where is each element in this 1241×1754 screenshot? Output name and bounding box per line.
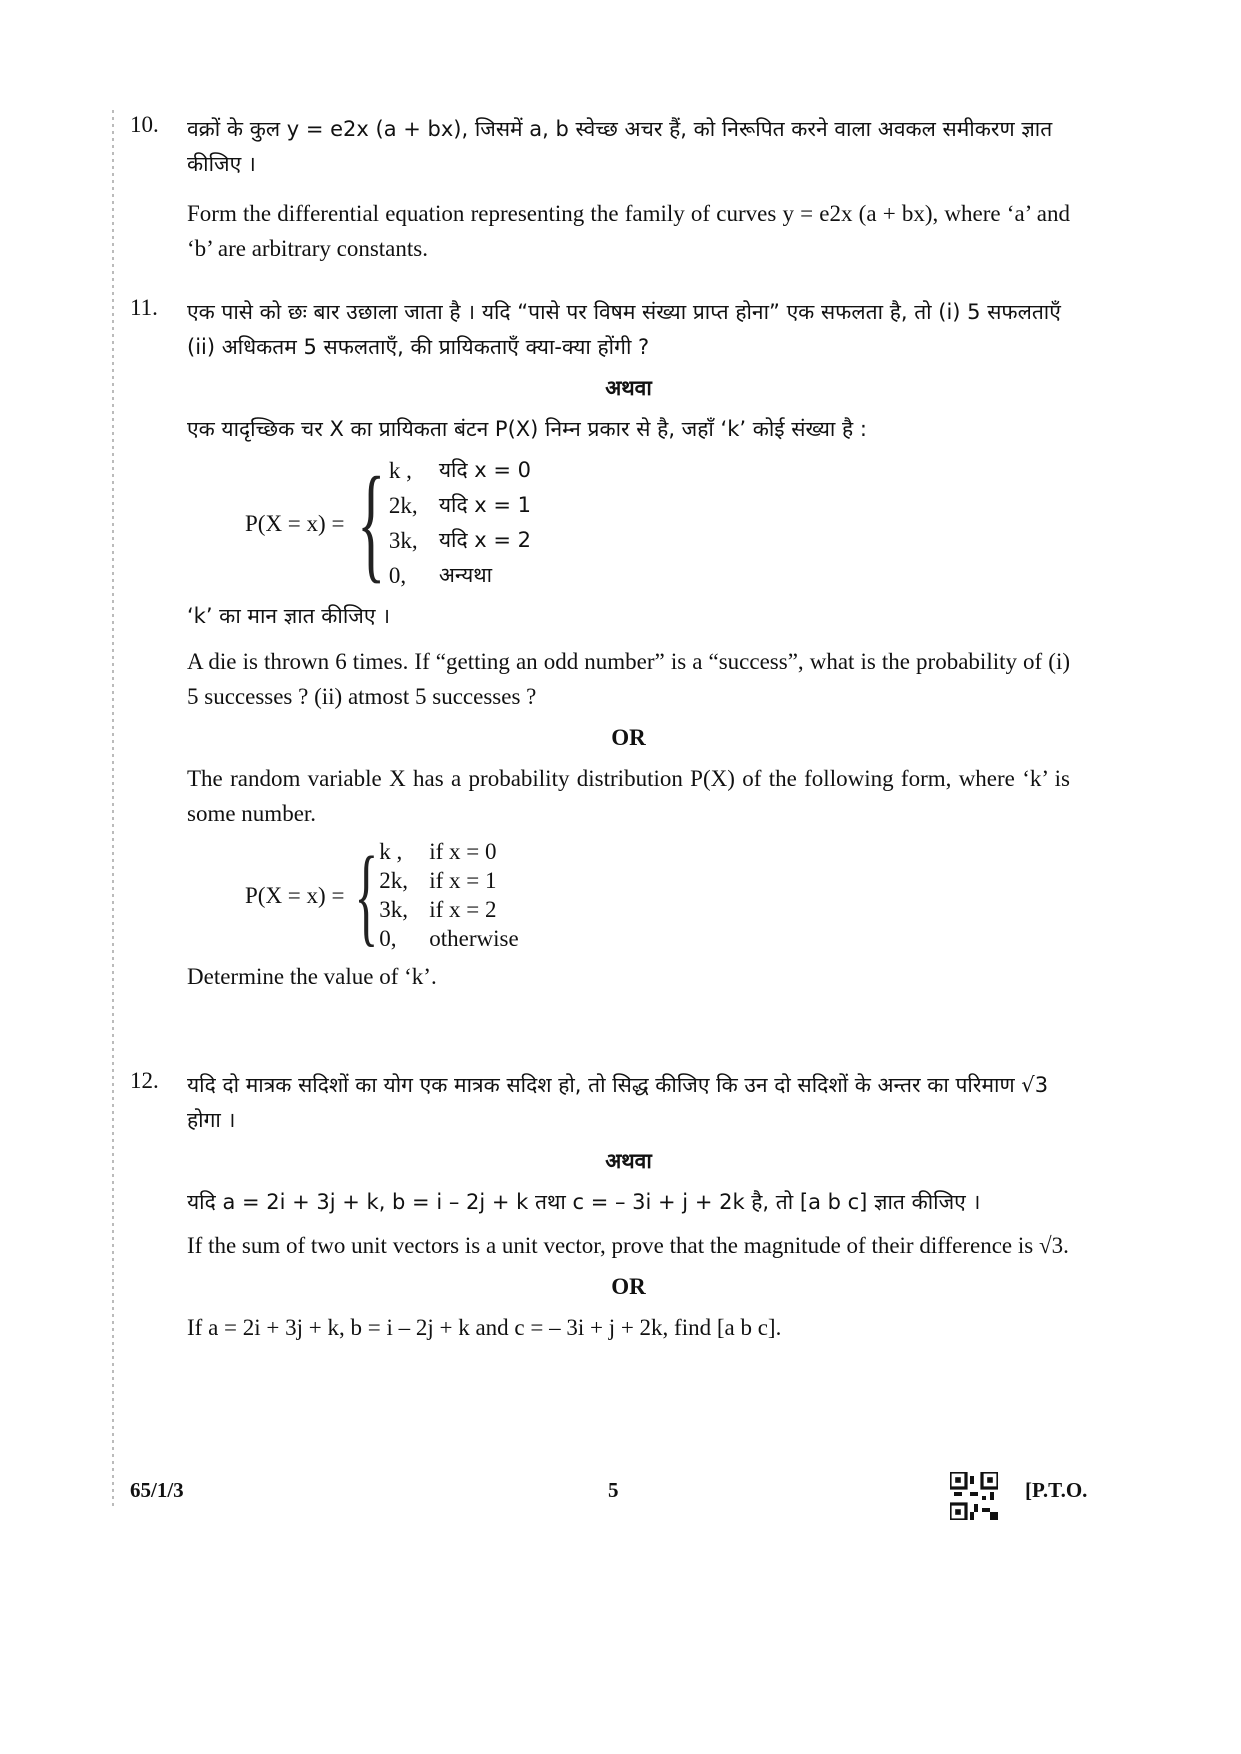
please-turn-over: [P.T.O. bbox=[1025, 1478, 1088, 1502]
qr-code-icon bbox=[950, 1472, 998, 1520]
q11-english-or: OR bbox=[611, 725, 646, 750]
case-row: 2k, if x = 1 bbox=[379, 868, 497, 893]
case-row: 3k, if x = 2 bbox=[379, 897, 497, 922]
case-row: 3k, यदि x = 2 bbox=[388, 528, 532, 553]
page-number: 5 bbox=[608, 1478, 619, 1502]
case-row: 0, अन्यथा bbox=[388, 563, 493, 588]
left-brace-icon: { bbox=[354, 834, 379, 956]
q11-hindi-find: ‘k’ का मान ज्ञात कीजिए । bbox=[187, 604, 391, 628]
q11-english-find: Determine the value of ‘k’. bbox=[187, 964, 437, 989]
q10-english: Form the differential equation representing the family of curves y = e2x (a + bx), where ‘a’ and ‘b’ are arbitrary constants. bbox=[187, 201, 1070, 261]
question-number: 11. bbox=[130, 295, 158, 320]
question-number: 12. bbox=[130, 1068, 159, 1093]
q12-english-alt: If a = 2i + 3j + k, b = i – 2j + k and c = – 3i + j + 2k, find [a b c]. bbox=[187, 1315, 782, 1340]
paper-code: 65/1/3 bbox=[130, 1478, 184, 1502]
q12-hindi-alt: यदि a = 2i + 3j + k, b = i – 2j + k तथा c = – 3i + j + 2k है, तो [a b c] ज्ञात कीजिए । bbox=[187, 1190, 981, 1214]
q11-hindi-cases bbox=[245, 453, 1070, 593]
case-row: 2k, यदि x = 1 bbox=[388, 493, 532, 518]
question-12 bbox=[130, 1068, 1070, 1345]
left-brace-icon: { bbox=[357, 451, 386, 595]
question-11 bbox=[130, 295, 1070, 994]
cases-lhs: P(X = x) = bbox=[245, 510, 345, 536]
q12-hindi-or: अथवा bbox=[605, 1149, 652, 1173]
question-10 bbox=[130, 112, 1070, 266]
q12-hindi-main: यदि दो मात्रक सदिशों का योग एक मात्रक सदिश हो, तो सिद्ध कीजिए कि उन दो सदिशों के अन्तर का परिमाण √3 होगा । bbox=[187, 1073, 1049, 1132]
case-row: 0, otherwise bbox=[379, 926, 519, 951]
q11-hindi-alt: एक यादृच्छिक चर X का प्रायिकता बंटन P(X) निम्न प्रकार से है, जहाँ ‘k’ कोई संख्या है : bbox=[187, 417, 867, 441]
q11-english-alt: The random variable X has a probability distribution P(X) of the following form, where ‘k’ is some number. bbox=[187, 766, 1070, 826]
q11-english-main: A die is thrown 6 times. If “getting an odd number” is a “success”, what is the probability of (i) 5 successes ? (ii) atmost 5 successes ? bbox=[187, 649, 1070, 709]
margin-dotted-line bbox=[112, 110, 114, 1510]
q11-english-cases bbox=[245, 834, 1070, 956]
cases-lhs: P(X = x) = bbox=[245, 882, 345, 908]
q12-english-or: OR bbox=[611, 1274, 646, 1299]
question-number: 10. bbox=[130, 112, 159, 137]
q11-hindi-or: अथवा bbox=[605, 376, 652, 400]
q10-hindi: वक्रों के कुल y = e2x (a + bx), जिसमें a, b स्वेच्छ अचर हैं, को निरूपित करने वाला अवकल समीकरण ज्ञात कीजिए । bbox=[187, 117, 1053, 176]
case-row: k , if x = 0 bbox=[379, 839, 497, 864]
q11-hindi-main: एक पासे को छः बार उछाला जाता है । यदि “पासे पर विषम संख्या प्राप्त होना” एक सफलता है, तो (i) 5 सफलताएँ (ii) अधिकतम 5 सफलताएँ, की प्रायिकताएँ क्या-क्या होंगी ? bbox=[187, 300, 1061, 359]
case-row: k , यदि x = 0 bbox=[388, 458, 532, 483]
q12-english-main: If the sum of two unit vectors is a unit vector, prove that the magnitude of their difference is √3. bbox=[187, 1233, 1069, 1258]
